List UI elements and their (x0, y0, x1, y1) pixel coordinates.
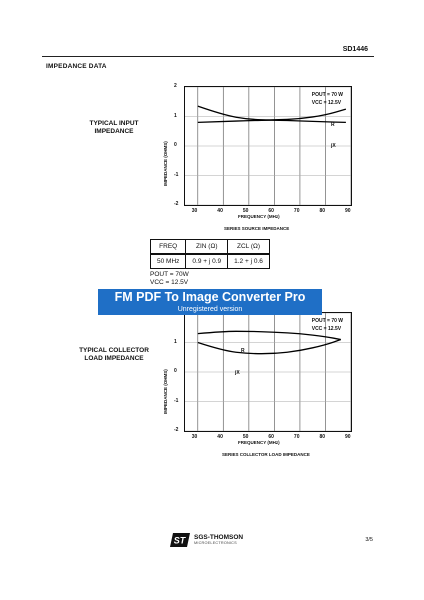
load-chart-x-tick-label: 90 (345, 434, 351, 440)
converter-watermark (98, 289, 322, 315)
load-chart-series-jx-line (198, 340, 341, 354)
load-curve-r-label: R (241, 348, 245, 354)
section-title: IMPEDANCE DATA (46, 63, 107, 70)
input-curve-r-label: R (331, 122, 335, 128)
brand-subname: MICROELECTRONICS (194, 541, 237, 545)
input-chart-y-tick-label: 0 (174, 142, 177, 148)
load-legend-vcc: VCC = 12.5V (311, 326, 342, 332)
impedance-table (150, 239, 270, 269)
load-chart-legend (312, 317, 343, 333)
load-chart-title (58, 347, 170, 362)
load-chart-x-tick-label: 70 (293, 434, 300, 440)
table-cell-zcl: 1.2 + j 0.6 (228, 254, 270, 269)
load-chart-title-line2: LOAD IMPEDANCE (84, 354, 144, 362)
input-chart-xlabel: FREQUENCY (MHz) (238, 214, 280, 219)
input-chart-y-tick-label: 2 (174, 83, 177, 89)
load-impedance-plot (184, 312, 352, 432)
load-chart-xlabel: FREQUENCY (MHz) (238, 440, 280, 445)
condition-vcc: VCC = 12.5V (150, 279, 189, 286)
input-chart-series-jx-line (198, 120, 346, 122)
input-chart-series-r-line (198, 106, 346, 120)
input-chart-x-tick-label: 50 (242, 208, 249, 214)
input-chart-y-tick-label: -1 (174, 171, 179, 178)
input-curve-jx-label: jX (331, 143, 336, 149)
st-logo-icon (170, 533, 190, 547)
input-chart-caption: SERIES SOURCE IMPEDANCE (224, 226, 290, 231)
page-number: 3/5 (365, 537, 373, 543)
load-curve-jx-label: jX (235, 370, 240, 376)
input-chart-y-tick-label: -2 (174, 201, 179, 207)
load-chart-y-tick-label: -1 (174, 397, 179, 404)
table-cell-freq: 50 MHz (151, 254, 186, 269)
input-chart-title-line1: TYPICAL INPUT (89, 120, 139, 127)
input-chart-x-tick-label: 70 (293, 208, 300, 214)
input-chart-title (66, 120, 162, 135)
input-impedance-plot (184, 86, 352, 206)
table-header-row (151, 240, 270, 255)
input-chart-y-tick-label: 1 (174, 112, 177, 119)
condition-pout: POUT = 70W (150, 271, 189, 278)
table-row (151, 254, 270, 269)
table-header-zin: ZIN (Ω) (186, 240, 228, 255)
watermark-title: FM PDF To Image Converter Pro (114, 290, 306, 304)
table-header-freq: FREQ (151, 240, 186, 255)
input-chart-ylabel: IMPEDANCE (OHMS) (163, 141, 168, 186)
load-chart-y-tick-label: 0 (174, 368, 177, 374)
input-chart-x-tick-label: 80 (319, 208, 326, 214)
load-chart-x-tick-label: 60 (268, 434, 274, 440)
header-rule (42, 56, 374, 57)
load-chart-ylabel: IMPEDANCE (OHMS) (163, 369, 168, 414)
watermark-subtitle: Unregistered version (177, 306, 243, 313)
input-legend-vcc: VCC = 12.5V (311, 100, 342, 106)
load-chart-x-tick-label: 40 (217, 434, 223, 440)
test-conditions (150, 271, 189, 287)
input-chart-title-line2: IMPEDANCE (94, 127, 134, 135)
table-cell-zin: 0.9 + j 0.9 (186, 254, 228, 269)
svg-text:ST: ST (173, 535, 186, 546)
input-chart-x-tick-label: 40 (217, 208, 223, 214)
load-chart-caption: SERIES COLLECTOR LOAD IMPEDANCE (222, 452, 310, 457)
load-chart-x-tick-label: 30 (191, 434, 198, 440)
load-legend-pout: POUT = 70 W (311, 318, 343, 324)
load-chart-x-tick-label: 80 (319, 434, 326, 440)
load-chart-x-tick-label: 50 (242, 434, 249, 440)
load-chart-title-line1: TYPICAL COLLECTOR (79, 347, 149, 354)
table-header-zcl: ZCL (Ω) (228, 240, 270, 255)
brand-name: SGS-THOMSON (194, 534, 244, 541)
input-chart-legend (312, 91, 343, 107)
load-chart-y-tick-label: -2 (174, 427, 179, 433)
input-chart-x-tick-label: 60 (268, 208, 274, 214)
brand-block (194, 534, 243, 545)
part-number: SD1446 (342, 46, 368, 53)
load-chart-y-tick-label: 1 (174, 338, 177, 345)
input-chart-x-tick-label: 30 (191, 208, 198, 214)
st-logo (170, 533, 190, 552)
input-chart-x-tick-label: 90 (345, 208, 351, 214)
input-legend-pout: POUT = 70 W (311, 92, 343, 98)
